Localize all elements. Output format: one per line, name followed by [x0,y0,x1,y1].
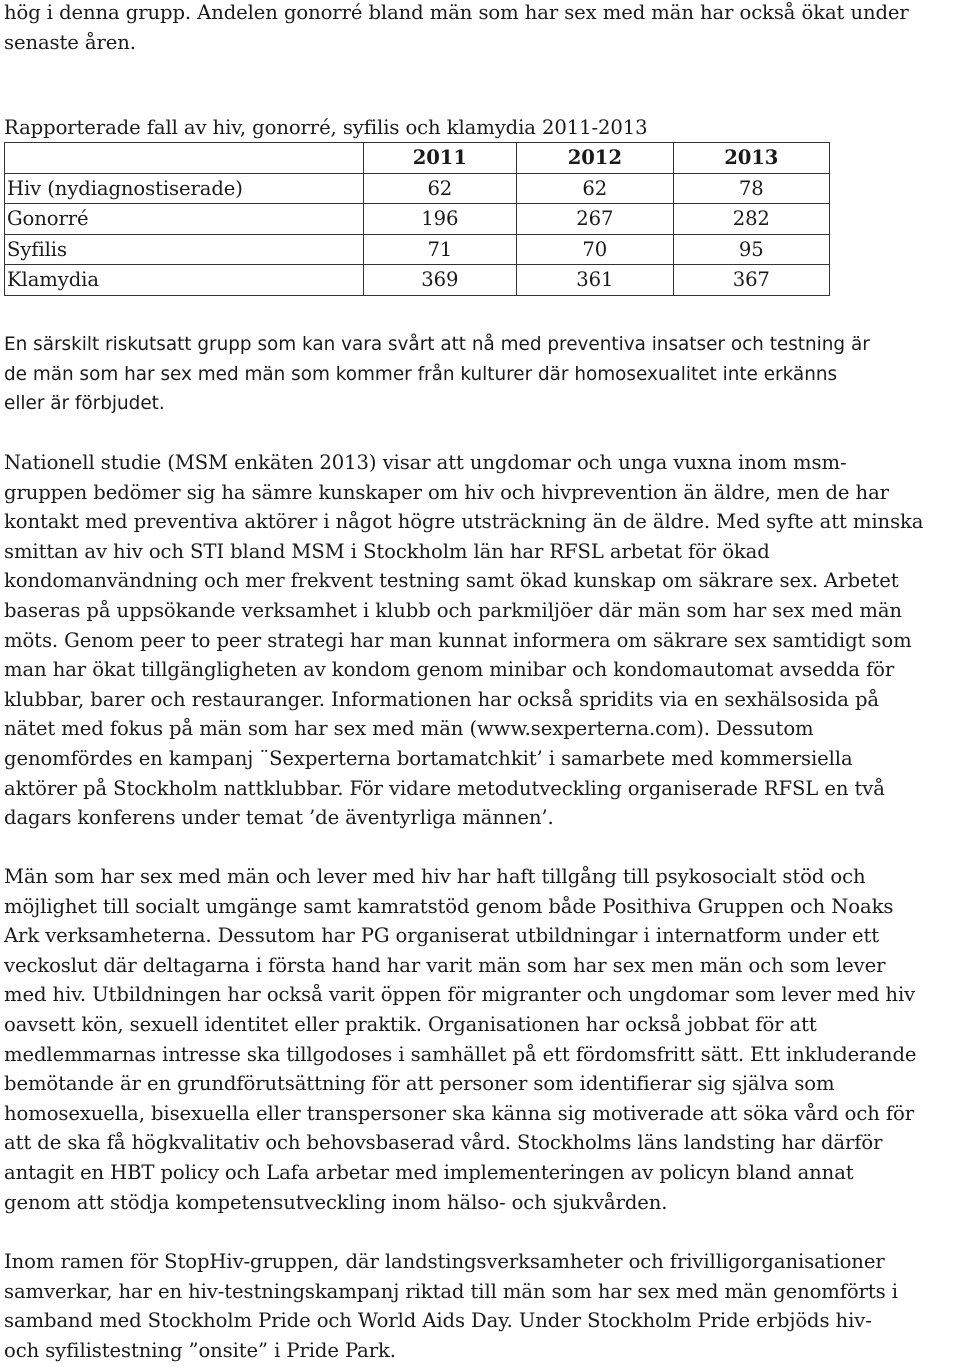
text-line: att de ska få högkvalitativ och behovsbaserad vård. Stockholms läns landsting har därför [4,1131,883,1155]
table-cell: 369 [363,265,517,296]
row-label: Gonorré [5,204,364,235]
study-paragraph [4,448,960,833]
table-cell: 70 [517,234,673,265]
intro-paragraph [4,0,960,57]
table-cell: 71 [363,234,517,265]
table-corner-cell [5,143,364,174]
text-line: nätet med fokus på män som har sex med män (www.sexperterna.com). Dessutom [4,717,814,741]
text-line: genom att stödja kompetensutveckling inom hälso- och sjukvården. [4,1190,668,1214]
table-cell: 78 [673,173,829,204]
table-cell: 62 [363,173,517,204]
table-caption: Rapporterade fall av hiv, gonorré, syfilis och klamydia 2011-2013 [4,116,648,139]
text-line: de män som har sex med män som kommer från kulturer där homosexualitet inte erkänns [4,363,838,385]
row-label: Syfilis [5,234,364,265]
text-line: möjlighet till socialt umgänge samt kamratstöd genom både Posithiva Gruppen och Noaks [4,894,894,918]
text-line: kontakt med preventiva aktörer i något högre utsträckning än de äldre. Med syfte att minska [4,510,924,534]
year-header: 2011 [363,143,517,174]
table-header-row [5,143,830,174]
text-line: kondomanvändning och mer frekvent testning samt ökad kunskap om säkrare sex. Arbetet [4,569,899,593]
table-row [5,234,830,265]
text-line: Nationell studie (MSM enkäten 2013) visar att ungdomar och unga vuxna inom msm- [4,451,847,474]
text-line: och syfilistestning ”onsite” i Pride Park. [4,1338,396,1362]
text-line: samverkar, har en hiv-testningskampanj riktad till män som har sex med män genomförts i [4,1279,898,1303]
table-cell: 267 [517,204,673,235]
stophiv-paragraph [4,1247,960,1365]
text-line: eller är förbjudet. [4,393,165,415]
text-line: smittan av hiv och STI bland MSM i Stockholm län har RFSL arbetat för ökad [4,539,770,563]
table-cell: 196 [363,204,517,235]
text-line: gruppen bedömer sig ha sämre kunskaper om hiv och hivprevention än äldre, men de har [4,480,889,504]
table-row [5,173,830,204]
year-header: 2013 [673,143,829,174]
text-line: hög i denna grupp. Andelen gonorré bland män som har sex med män har också ökat under [4,1,909,24]
text-line: medlemmarnas intresse ska tillgodoses i samhället på ett fördomsfritt sätt. Ett inkluderande [4,1042,917,1066]
text-line: samband med Stockholm Pride och World Aids Day. Under Stockholm Pride erbjöds hiv- [4,1309,872,1333]
text-line: möts. Genom peer to peer strategi har man kunnat informera om säkrare sex samtidigt som [4,628,912,652]
text-line: antagit en HBT policy och Lafa arbetar med implementeringen av policyn bland annat [4,1160,854,1184]
table-cell: 62 [517,173,673,204]
table-cell: 282 [673,204,829,235]
text-line: Ark verksamheterna. Dessutom har PG organiserat utbildningar i internatform under ett [4,924,880,948]
text-line: bemötande är en grundförutsättning för att personer som identifierar sig själva som [4,1072,835,1096]
text-line: senaste åren. [4,30,136,54]
table-cell: 367 [673,265,829,296]
text-line: genomfördes en kampanj ¨Sexperterna bortamatchkit’ i samarbete med kommersiella [4,746,853,770]
table-row [5,265,830,296]
risk-group-paragraph [4,330,960,419]
text-line: Inom ramen för StopHiv-gruppen, där landstingsverksamheter och frivilligorganisationer [4,1250,885,1273]
hiv-support-paragraph [4,862,960,1217]
text-line: oavsett kön, sexuell identitet eller praktik. Organisationen har också jobbat för att [4,1012,817,1036]
text-line: man har ökat tillgängligheten av kondom genom minibar och kondomautomat avsedda för [4,658,895,682]
text-line: med hiv. Utbildningen har också varit öppen för migranter och ungdomar som lever med hiv [4,983,916,1007]
table-row [5,204,830,235]
text-line: Män som har sex med män och lever med hiv har haft tillgång till psykosocialt stöd och [4,865,866,888]
year-header: 2012 [517,143,673,174]
sti-cases-table [4,142,830,296]
text-line: homosexuella, bisexuella eller transpersoner ska känna sig motiverade att söka vård och för [4,1101,914,1125]
text-line: aktörer på Stockholm nattklubbar. För vidare metodutveckling organiserade RFSL en två [4,776,885,800]
text-line: baseras på uppsökande verksamhet i klubb och parkmiljöer där män som har sex med män [4,598,902,622]
table-cell: 361 [517,265,673,296]
row-label: Hiv (nydiagnostiserade) [5,173,364,204]
text-line: klubbar, barer och restauranger. Informationen har också spridits via en sexhälsosida på [4,687,880,711]
text-line: dagars konferens under temat ’de äventyrliga männen’. [4,806,554,830]
row-label: Klamydia [5,265,364,296]
table-cell: 95 [673,234,829,265]
text-line: veckoslut där deltagarna i första hand har varit män som har sex men män och som lever [4,953,886,977]
text-line: En särskilt riskutsatt grupp som kan vara svårt att nå med preventiva insatser och testning är [4,334,870,355]
